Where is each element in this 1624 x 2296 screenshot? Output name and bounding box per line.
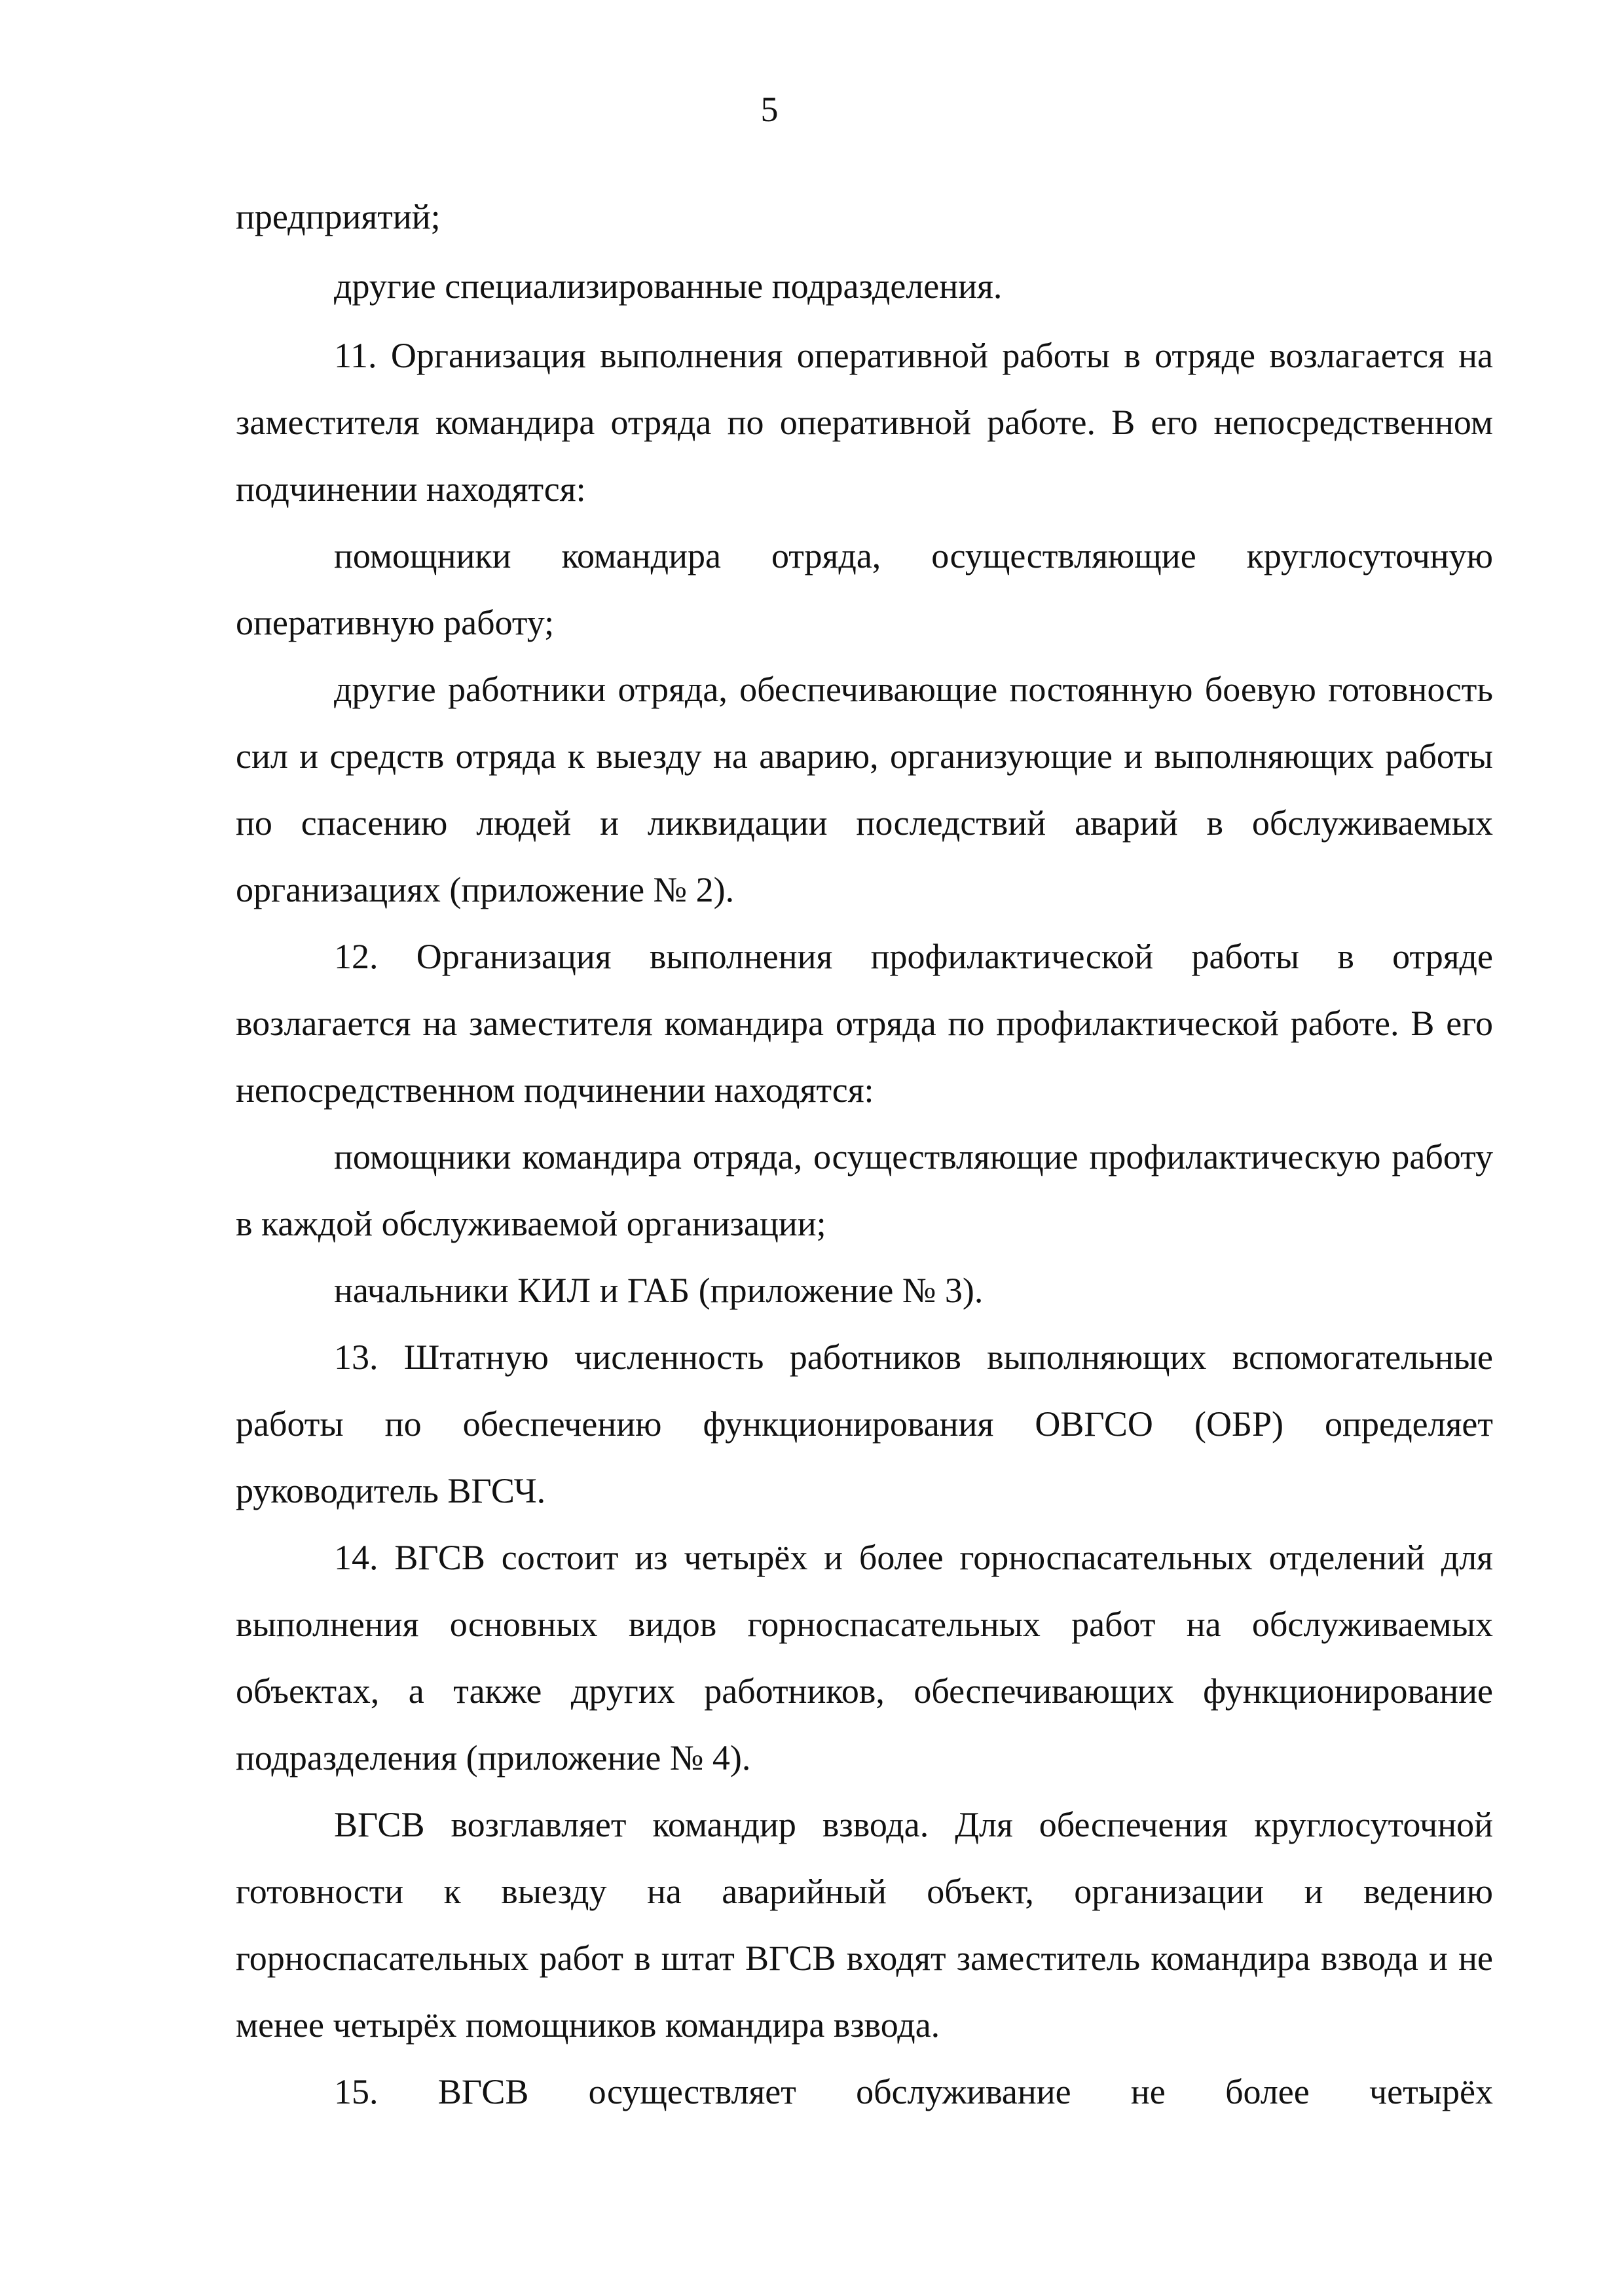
- paragraph: помощники командира отряда, осуществляющие профилактическую работу в каждой обслуживаемой организации;: [236, 1137, 1493, 1243]
- paragraph-item-15: 15. ВГСВ осуществляет обслуживание не более четырёх: [334, 2072, 1493, 2111]
- paragraph-item-13: 13. Штатную численность работников выполняющих вспомогательные работы по обеспечению функционирования ОВГСО (ОБР) определяет руководитель ВГСЧ.: [236, 1338, 1493, 1510]
- paragraph: помощники командира отряда, осуществляющие круглосуточную оперативную работу;: [236, 536, 1493, 642]
- paragraph-item-12: 12. Организация выполнения профилактической работы в отряде возлагается на заместителя командира отряда по профилактической работе. В его непосредственном подчинении находятся:: [236, 937, 1493, 1110]
- document-body: [236, 183, 1493, 2125]
- paragraph: начальники КИЛ и ГАБ (приложение № 3).: [334, 1271, 984, 1310]
- paragraph: другие работники отряда, обеспечивающие постоянную боевую готовность сил и средств отряда к выезду на аварию, организующие и выполняющих работы по спасению людей и ликвидации последствий аварий в обслуживаемых организациях (приложение № 2).: [236, 670, 1493, 909]
- paragraph-item-14: 14. ВГСВ состоит из четырёх и более горноспасательных отделений для выполнения основных видов горноспасательных работ на обслуживаемых объектах, а также других работников, обеспечивающих функционирование подразделения (приложение № 4).: [236, 1538, 1493, 1777]
- paragraph: ВГСВ возглавляет командир взвода. Для обеспечения круглосуточной готовности к выезду на аварийный объект, организации и ведению горноспасательных работ в штат ВГСВ входят заместитель командира взвода и не менее четырёх помощников командира взвода.: [236, 1805, 1493, 2045]
- paragraph: другие специализированные подразделения.: [334, 266, 1003, 306]
- paragraph-continuation: предприятий;: [236, 197, 441, 236]
- page-number: 5: [760, 90, 779, 129]
- paragraph-item-11: 11. Организация выполнения оперативной работы в отряде возлагается на заместителя командира отряда по оперативной работе. В его непосредственном подчинении находятся:: [236, 336, 1493, 509]
